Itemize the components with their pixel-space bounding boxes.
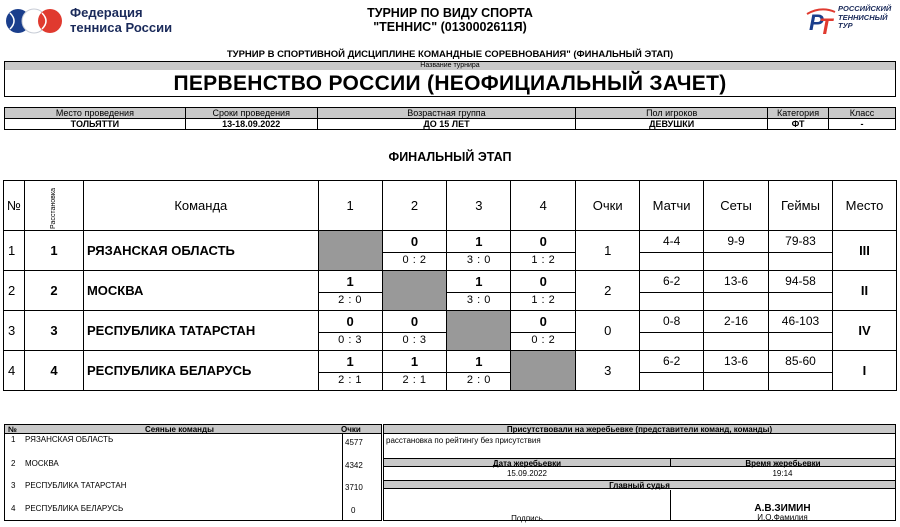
title-line2: "ТЕННИС" (0130002611Я) [373,20,527,34]
seeded-header-team: Сеяные команды [145,425,214,434]
score-cell [511,271,576,311]
match-result: 0 [410,314,419,329]
table-row [4,311,897,351]
info-dates: 13-18.09.2022 [185,119,317,130]
score-cell [447,271,511,311]
info-age: ДО 15 ЛЕТ [317,119,576,130]
matches-value: 6-2 [662,274,681,288]
seeded-header-points: Очки [341,425,361,434]
draw-info-panel [383,424,896,521]
seeded-header-no: № [8,425,17,434]
match-score: 0 : 3 [338,334,363,346]
row-team: РЕСПУБЛИКА ТАТАРСТАН [83,311,318,351]
federation-line1: Федерация [70,5,143,20]
match-result: 0 [539,274,547,289]
info-category: ФТ [768,119,829,130]
draw-time-value: 19:14 [772,469,793,478]
col-sets: Сеты [704,181,769,231]
referee-name: А.В.ЗИМИН [754,503,811,514]
row-sets [704,231,769,271]
match-result: 0 [539,234,547,249]
score-cell-self [318,231,382,271]
col-seed [24,181,83,231]
list-item [5,480,381,491]
draw-date-value: 15.09.2022 [506,469,548,478]
info-header-dates: Сроки проведения [185,108,317,119]
rtt-line3: ТУР [838,21,853,30]
rtt-name [838,5,891,31]
match-result: 1 [346,354,354,369]
title-line1: ТУРНИР ПО ВИДУ СПОРТА [367,6,533,20]
score-cell [447,351,511,391]
row-seed: 2 [24,271,83,311]
info-header-venue: Место проведения [5,108,186,119]
games-value: 79-83 [785,234,816,248]
row-matches [640,351,704,391]
seeded-points: 3710 [345,483,363,492]
row-points: 1 [576,231,640,271]
results-table [3,180,897,391]
match-score: 2 : 1 [338,374,363,386]
info-header-age: Возрастная группа [317,108,576,119]
table-row [4,231,897,271]
match-result: 1 [410,354,419,369]
info-header-category: Категория [768,108,829,119]
match-score: 2 : 1 [402,374,427,386]
seeded-team: РЕСПУБЛИКА БЕЛАРУСЬ [25,504,124,513]
row-no: 3 [4,311,25,351]
match-result: 1 [346,274,354,289]
row-points: 0 [576,311,640,351]
fio-label: И.О.Фамилия [757,513,808,522]
col-no: № [4,181,25,231]
score-cell [318,271,382,311]
seeded-points: 4342 [345,461,363,470]
draw-date-label: Дата жеребьевки [384,458,670,467]
match-score: 3 : 0 [466,294,491,306]
list-item [5,503,381,514]
rtt-line2: ТЕННИСНЫЙ [838,12,888,22]
row-seed: 1 [24,231,83,271]
list-item [5,434,381,445]
col-games: Геймы [769,181,833,231]
score-cell [382,231,447,271]
federation-name [70,5,172,35]
row-no: 1 [4,231,25,271]
matches-value: 4-4 [662,234,681,248]
score-cell-self [382,271,447,311]
seeded-header [5,425,381,434]
sets-value: 13-6 [724,354,749,368]
col-team: Команда [83,181,318,231]
match-score: 3 : 0 [466,254,491,266]
sets-value: 13-6 [724,274,749,288]
score-cell [511,231,576,271]
seeded-no: 4 [11,504,16,513]
tournament-name-box [4,61,896,97]
row-seed: 3 [24,311,83,351]
match-result: 1 [475,234,483,249]
match-score: 2 : 0 [466,374,491,386]
row-matches [640,231,704,271]
seeded-team: РЯЗАНСКАЯ ОБЛАСТЬ [25,435,114,444]
tournament-info-table [4,107,896,130]
match-result: 0 [410,234,419,249]
info-venue: ТОЛЬЯТТИ [5,119,186,130]
match-result: 0 [539,314,547,329]
referee-label: Главный судья [384,480,895,489]
row-place: II [832,271,896,311]
row-place: IV [832,311,896,351]
matches-value: 6-2 [662,354,681,368]
table-row [4,351,897,391]
sets-value: 2-16 [724,314,749,328]
row-place: I [832,351,896,391]
col-points: Очки [576,181,640,231]
present-value: расстановка по рейтингу без присутствия [386,436,541,445]
info-class: - [829,119,896,130]
sets-value: 9-9 [727,234,745,248]
row-team: РЯЗАНСКАЯ ОБЛАСТЬ [83,231,318,271]
matches-value: 0-8 [662,314,681,328]
col-matches: Матчи [640,181,704,231]
seeded-team: МОСКВА [25,459,59,468]
col-seed-label: Расстановка [50,188,58,229]
info-header-gender: Пол игроков [576,108,768,119]
row-sets [704,311,769,351]
row-matches [640,311,704,351]
seeded-no: 3 [11,481,16,490]
signature-label: Подпись [511,514,543,523]
seeded-teams-panel [4,424,382,521]
table-row [4,271,897,311]
match-result: 0 [346,314,354,329]
seeded-points: 4577 [345,438,363,447]
score-cell [318,311,382,351]
row-team: МОСКВА [83,271,318,311]
col-opp-3: 3 [447,181,511,231]
federation-logo-icon [4,6,64,36]
match-score: 0 : 2 [531,334,556,346]
match-score: 2 : 0 [338,294,363,306]
list-item [5,458,381,469]
row-games [769,311,833,351]
tournament-name: ПЕРВЕНСТВО РОССИИ (НЕОФИЦИАЛЬНЫЙ ЗАЧЕТ) [173,72,727,95]
row-matches [640,271,704,311]
score-cell [318,351,382,391]
rtt-line1: РОССИЙСКИЙ [838,4,892,13]
match-score: 1 : 2 [531,294,556,306]
games-value: 46-103 [781,314,820,328]
score-cell [511,311,576,351]
games-value: 85-60 [785,354,816,368]
row-points: 2 [576,271,640,311]
match-result: 1 [475,274,483,289]
match-score: 0 : 2 [402,254,427,266]
seeded-team: РЕСПУБЛИКА ТАТАРСТАН [25,481,127,490]
col-place: Место [832,181,896,231]
row-team: РЕСПУБЛИКА БЕЛАРУСЬ [83,351,318,391]
row-place: III [832,231,896,271]
stage-title: ФИНАЛЬНЫЙ ЭТАП [388,150,512,164]
row-seed: 4 [24,351,83,391]
score-cell [382,311,447,351]
svg-text:Т: Т [819,14,833,38]
col-opp-2: 2 [382,181,447,231]
score-cell [382,351,447,391]
row-sets [704,271,769,311]
score-cell-self [511,351,576,391]
svg-text:Р: Р [809,10,824,35]
row-points: 3 [576,351,640,391]
seeded-no: 1 [11,435,16,444]
info-gender: ДЕВУШКИ [576,119,768,130]
row-games [769,271,833,311]
col-opp-1: 1 [318,181,382,231]
col-opp-4: 4 [511,181,576,231]
row-games [769,351,833,391]
federation-line2: тенниса России [70,20,173,35]
games-value: 94-58 [785,274,816,288]
row-no: 4 [4,351,25,391]
seeded-no: 2 [11,459,16,468]
info-header-class: Класс [829,108,896,119]
row-sets [704,351,769,391]
present-label: Присутствовали на жеребьевке (представители команд, команды) [384,425,895,434]
score-cell [447,231,511,271]
score-cell-self [447,311,511,351]
match-score: 0 : 3 [402,334,427,346]
match-result: 1 [475,354,483,369]
tournament-name-label: Название турнира [5,62,895,70]
draw-time-label: Время жеребьевки [670,458,895,467]
tournament-sport-title [300,6,600,34]
discipline-title: ТУРНИР В СПОРТИВНОЙ ДИСЦИПЛИНЕ КОМАНДНЫЕ СОРЕВНОВАНИЯ" (ФИНАЛЬНЫЙ ЭТАП) [226,49,674,60]
row-no: 2 [4,271,25,311]
match-score: 1 : 2 [531,254,556,266]
seeded-points: 0 [351,506,356,515]
row-games [769,231,833,271]
